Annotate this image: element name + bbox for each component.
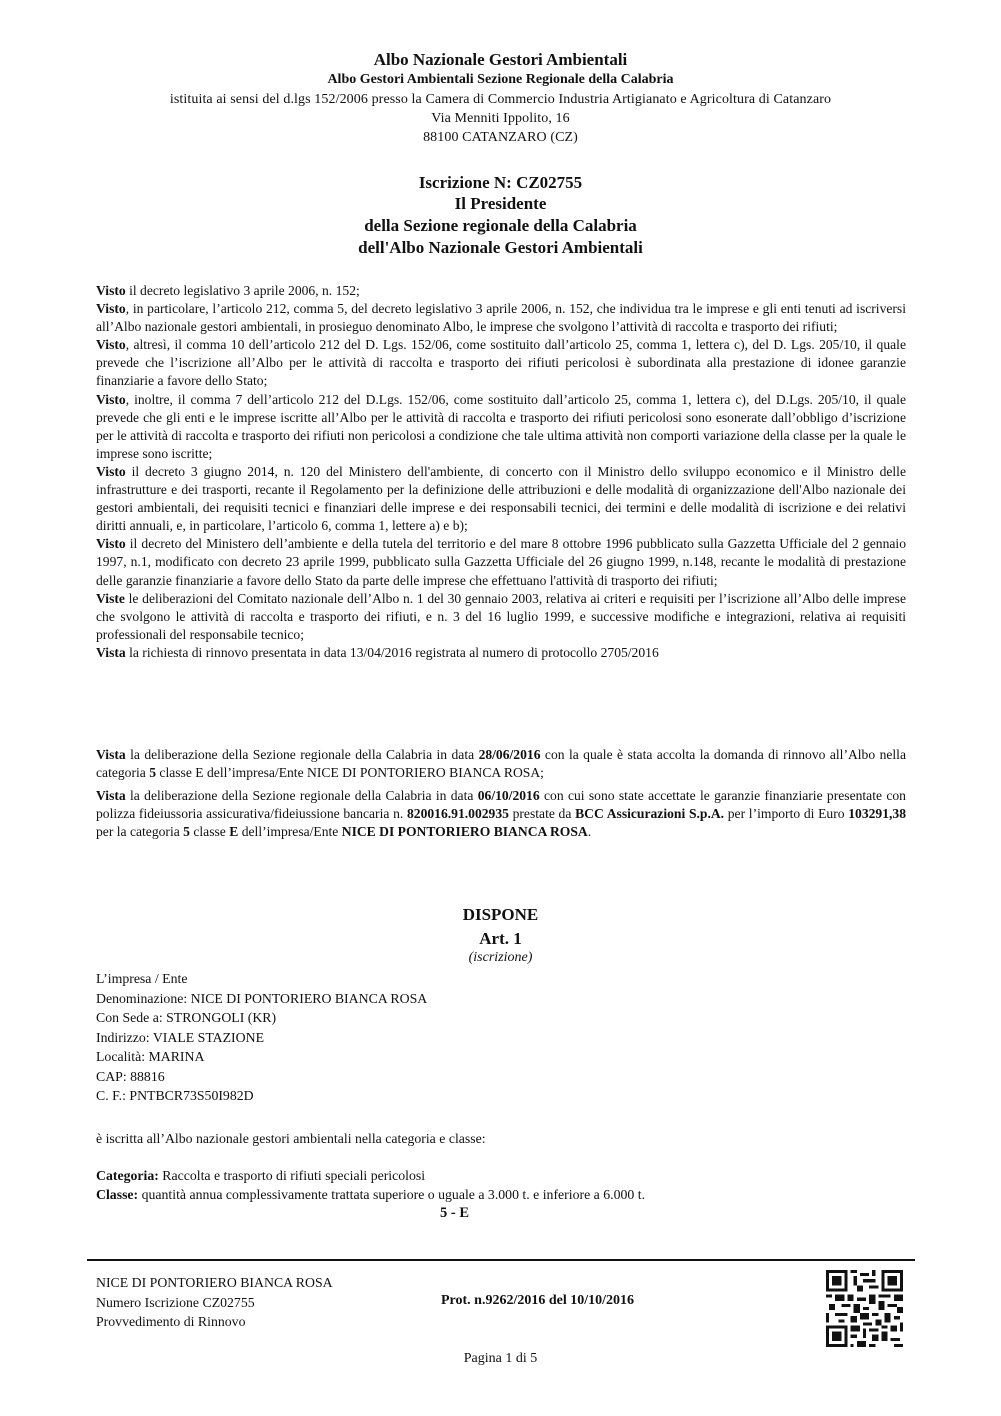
recital-text: , in particolare, l’articolo 212, comma 5, del decreto legislativo 3 aprile 2006, n. 152, che individua tra le imprese e gli enti tenuti ad iscriversi all’Albo nazionale gestori ambientali, in prosieguo denominato Albo, le imprese che svolgono l’attività di raccolta e trasporto dei rifiuti; — [96, 301, 906, 335]
detail-tax-code: C. F.: PNTBCR73S50I982D — [96, 1088, 254, 1103]
section-name: Albo Gestori Ambientali Sezione Regionale della Calabria — [327, 72, 674, 87]
text: classe — [189, 824, 230, 840]
guarantee-amount: 103291,38 — [848, 805, 906, 821]
recital — [96, 336, 906, 390]
insurer-name: BCC Assicurazioni S.p.A. — [575, 805, 725, 821]
albo-title: dell'Albo Nazionale Gestori Ambientali — [358, 238, 643, 257]
text: dell’impresa/Ente — [203, 765, 308, 781]
recital — [96, 590, 906, 644]
recital-lead: Visto — [96, 301, 126, 317]
deliberation-acceptance — [96, 746, 906, 783]
recital-lead: Visto — [96, 283, 126, 298]
text: prestate da — [508, 805, 576, 821]
text: dell’impresa/Ente — [238, 824, 342, 840]
recital-lead: Viste — [96, 590, 125, 606]
detail-postal-code: CAP: 88816 — [96, 1068, 165, 1084]
deliberation-lead: Vista — [96, 747, 126, 762]
company-name: NICE DI PONTORIERO BIANCA ROSA — [341, 824, 588, 840]
footer-measure: Provvedimento di Rinnovo — [96, 1314, 246, 1329]
recital-lead: Visto — [96, 536, 126, 552]
article-subtitle: (iscrizione) — [468, 950, 533, 965]
class-label: Classe: — [96, 1187, 139, 1202]
company-details — [96, 969, 427, 1106]
page-number: Pagina 1 di 5 — [463, 1351, 538, 1366]
company-name: NICE DI PONTORIERO BIANCA ROSA — [307, 765, 541, 781]
text: ; — [540, 765, 544, 781]
detail-locality: Località: MARINA — [96, 1049, 205, 1064]
protocol-number: Prot. n.9262/2016 del 10/10/2016 — [441, 1293, 635, 1308]
president-title: Il Presidente — [454, 194, 547, 213]
text: la deliberazione della Sezione regionale della Calabria in data — [125, 747, 479, 762]
detail-seat: Con Sede a: STRONGOLI (KR) — [96, 1010, 277, 1025]
enrolled-statement: è iscritta all’Albo nazionale gestori ambientali nella categoria e classe: — [96, 1131, 486, 1146]
section-title: della Sezione regionale della Calabria — [364, 216, 637, 235]
dispone-heading: DISPONE — [462, 905, 539, 924]
recital — [96, 463, 906, 535]
class-code: E — [195, 765, 204, 781]
recital-text: il decreto legislativo 3 aprile 2006, n. 152; — [125, 283, 360, 298]
recital — [96, 391, 906, 463]
deliberation-lead: Vista — [96, 787, 126, 803]
deliberation-date: 06/10/2016 — [477, 787, 540, 803]
institution-note: istituita ai sensi del d.lgs 152/2006 presso la Camera di Commercio Industria Artigianato e Agricoltura di Catanzaro — [169, 92, 832, 107]
text: classe — [156, 765, 196, 781]
detail-line: L’impresa / Ente — [96, 971, 188, 986]
recital-lead: Vista — [96, 644, 126, 660]
class-code: E — [229, 824, 239, 840]
recital-text: la richiesta di rinnovo presentata in data 13/04/2016 registrata al numero di protocollo 2705/2016 — [125, 644, 659, 660]
footer-company: NICE DI PONTORIERO BIANCA ROSA — [96, 1275, 333, 1290]
category-label: Categoria: — [96, 1168, 159, 1183]
registration-number: Iscrizione N: CZ02755 — [418, 173, 583, 192]
recital-lead: Visto — [96, 463, 126, 479]
address-street: Via Menniti Ippolito, 16 — [431, 111, 570, 126]
recital-text: il decreto del Ministero dell’ambiente e della tutela del territorio e del mare 8 ottobre 1996 pubblicato sulla Gazzetta Ufficiale del 2 gennaio 1997, n.1, modificato con decreto 23 aprile 1999, pubblicato sulla Gazzetta Ufficiale del 26 giugno 1999, n.148, recante le modalità di prestazione delle garanzie finanziarie a favore dello Stato da parte delle imprese che effettuano l'attività di trasporto dei rifiuti; — [96, 536, 906, 588]
detail-denomination: Denominazione: NICE DI PONTORIERO BIANCA ROSA — [96, 990, 428, 1006]
text: per la categoria — [96, 824, 184, 840]
category-code: 5 — [183, 824, 190, 840]
article-heading: Art. 1 — [479, 929, 522, 948]
deliberation-guarantee — [96, 787, 906, 842]
recital — [96, 535, 906, 589]
policy-number: 820016.91.002935 — [406, 805, 509, 821]
address-city: 88100 CATANZARO (CZ) — [423, 130, 578, 145]
recital-lead: Visto — [96, 337, 126, 353]
recital-text: , altresì, il comma 10 dell’articolo 212 del D. Lgs. 152/06, come sostituito dall’articolo 25, comma 1, lettera c), del D. Lgs. 205/10, il quale prevede che l’iscrizione all’Albo per le attività di raccolta e trasporto dei rifiuti pericolosi è subordinata alla prestazione di idonee garanzie finanziarie a favore dello Stato; — [96, 337, 906, 389]
recital-text: , inoltre, il comma 7 dell’articolo 212 del D.Lgs. 152/06, come sostituito dall’articolo 25, comma 1, lettera c), del D.Lgs. 205/10, il quale prevede che gli enti e le imprese iscritte all’Albo per le attività di raccolta e trasporto dei rifiuti pericolosi sono esonerate dall’obbligo d’iscrizione per le attività di raccolta e trasporto dei rifiuti non pericolosi a condizione che tale ultima attività non comporti variazione della classe per la quale le imprese sono iscritte; — [96, 391, 906, 461]
detail-address: Indirizzo: VIALE STAZIONE — [96, 1029, 264, 1045]
org-title: Albo Nazionale Gestori Ambientali — [373, 50, 628, 69]
category-code: 5 — [149, 765, 157, 781]
qr-code-icon — [826, 1270, 903, 1347]
class-value: quantità annua complessivamente trattata superiore o uguale a 3.000 t. e inferiore a 6.000 t. — [138, 1187, 646, 1202]
class-code-label: 5 - E — [440, 1205, 469, 1221]
recitals — [96, 282, 906, 662]
recital — [96, 282, 906, 300]
footer-registration: Numero Iscrizione CZ02755 — [96, 1294, 255, 1310]
text: con la quale è stata accolta la domanda di rinnovo all’Albo nella categoria — [96, 747, 906, 781]
footer-divider — [87, 1259, 915, 1261]
text: con cui sono state accettate le garanzie finanziarie presentate con polizza fideiussoria assicurativa/fideiussione bancaria n. — [96, 787, 906, 821]
recital-text: il decreto 3 giugno 2014, n. 120 del Ministero dell'ambiente, di concerto con il Ministro dello sviluppo economico e il Ministro delle infrastrutture e dei trasporti, recante il Regolamento per la definizione delle attribuzioni e delle modalità di organizzazione dell'Albo nazionale dei gestori ambientali, dei requisiti tecnici e finanziari delle imprese e dei responsabili tecnici, dei termini e delle modalità di iscrizione e dei relativi diritti annuali, e, in particolare, l’articolo 6, comma 1, lettere a) e b); — [96, 463, 906, 534]
recital-text: le deliberazioni del Comitato nazionale dell’Albo n. 1 del 30 gennaio 2003, relativa ai criteri e requisiti per l’iscrizione all’Albo delle imprese che svolgono le attività di raccolta e trasporto dei rifiuti, e n. 3 del 16 luglio 1999, e successive modifiche e integrazioni, relativa ai requisiti professionali del responsabile tecnico; — [96, 590, 906, 642]
text: la deliberazione della Sezione regionale della Calabria in data — [125, 787, 478, 803]
text: . — [587, 824, 592, 840]
recital — [96, 644, 906, 662]
footer-info — [96, 1273, 333, 1332]
text: per l’importo di Euro — [724, 805, 849, 821]
category-value: Raccolta e trasporto di rifiuti speciali pericolosi — [158, 1168, 426, 1183]
recital-lead: Visto — [96, 391, 126, 407]
class-line — [96, 1185, 645, 1205]
recital — [96, 300, 906, 336]
deliberations — [96, 746, 906, 841]
category-line — [96, 1166, 425, 1186]
deliberation-date: 28/06/2016 — [478, 747, 541, 762]
